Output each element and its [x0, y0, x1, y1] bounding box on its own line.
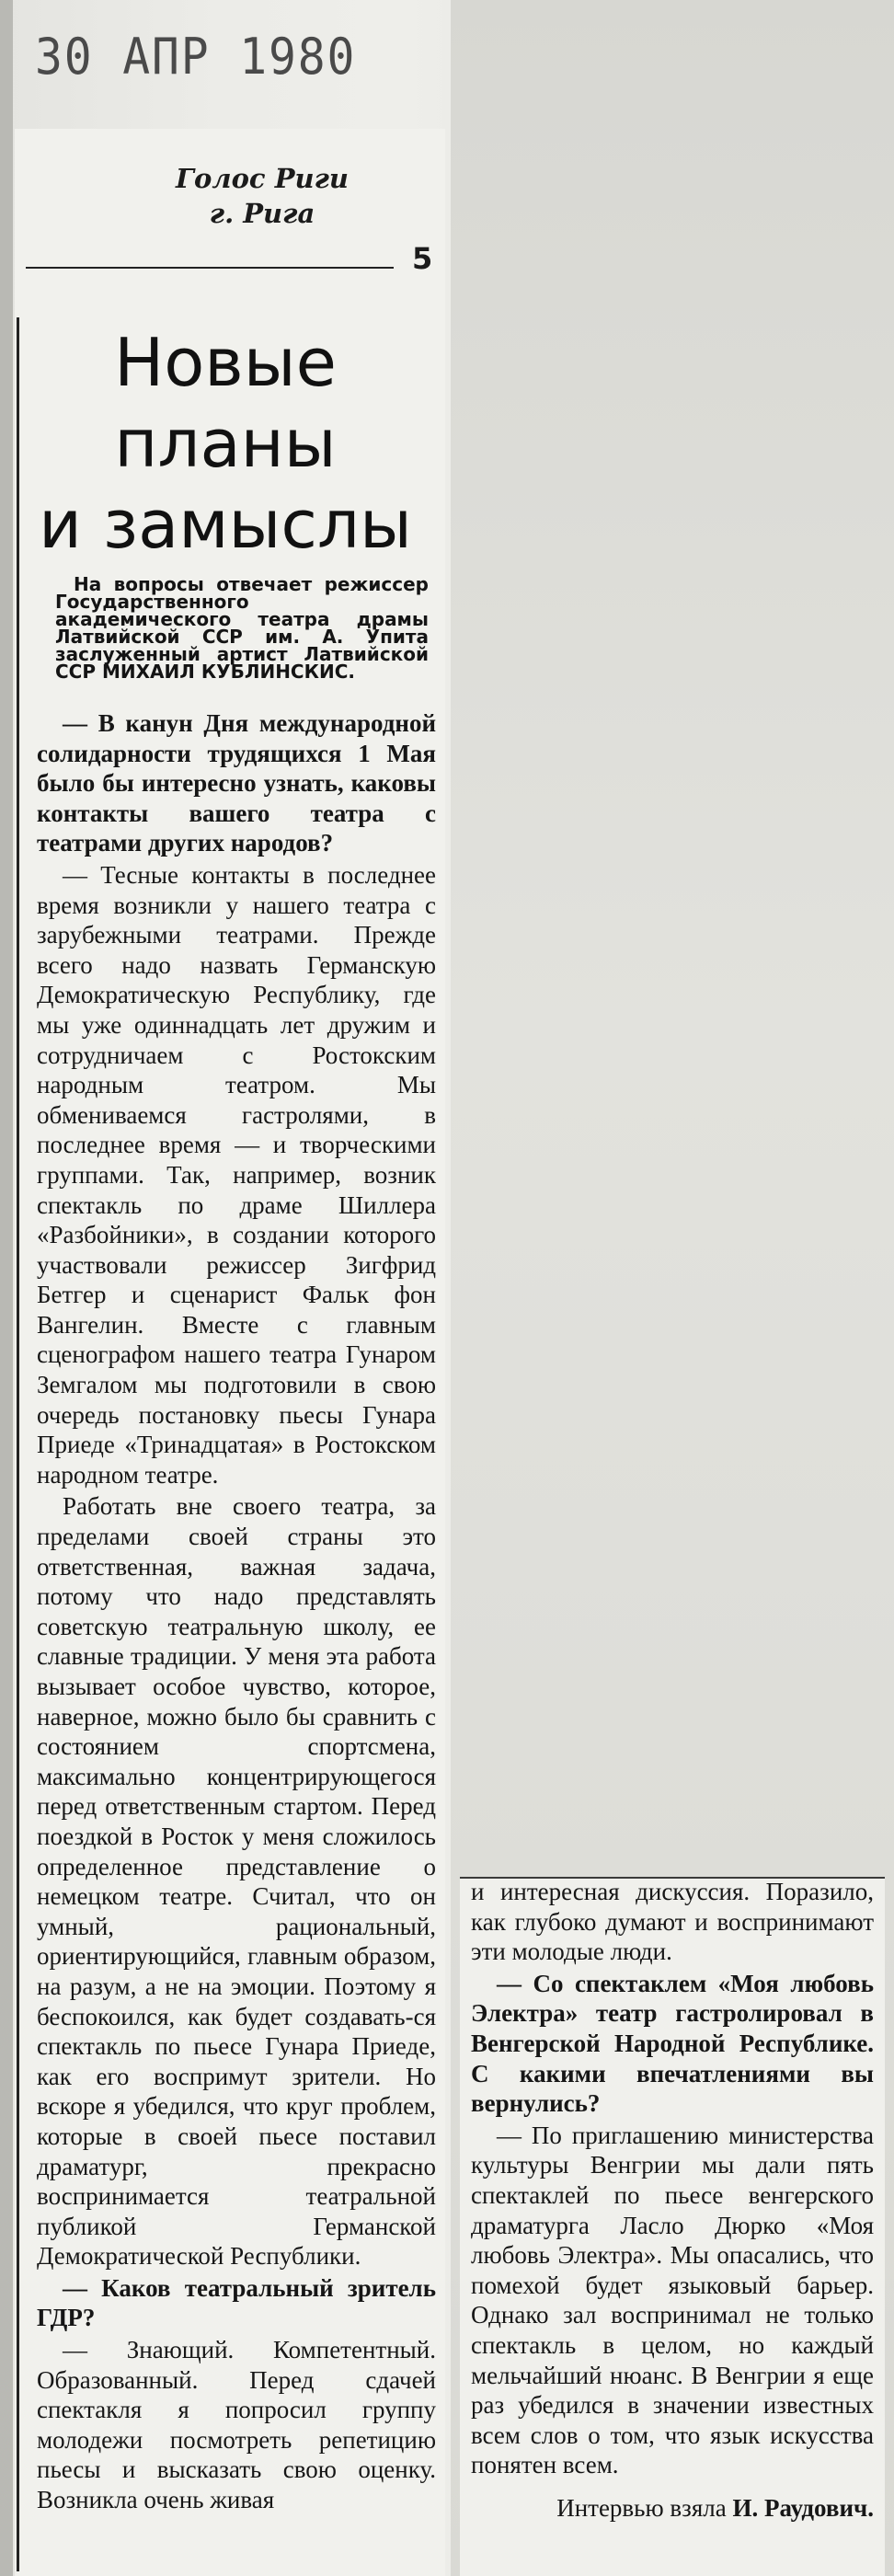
clipping-border-line [17, 317, 19, 2571]
headline-line: планы [114, 405, 337, 482]
interview-question: — В канун Дня международной солидарности трудящихся 1 Мая было бы интересно узнать, каковы контакты вашего театра с театрами других народов? [37, 709, 436, 857]
article-left-column [37, 708, 436, 2517]
interview-answer: — Тесные контакты в последнее время возникли у нашего театра с зарубежными театрами. Прежде всего надо назвать Германскую Демократическую Республику, где мы уже одиннадцать лет дружим и сотрудничаем с Ростокским народным театром. Мы обмениваемся гастролями, в последнее время — и творческими группами. Так, например, возник спектакль по драме Шиллера «Разбойники», в создании которого участвовали режиссер Зигфрид Бетгер и сценарист Фальк фон Вангелин. Вместе с главным сценографом нашего театра Гунаром Земгалом мы подготовили в свою очередь постановку пьесы Гунара Приеде «Тринадцатая» в Ростокском народном театре. [37, 860, 436, 1489]
masthead-rule [26, 267, 394, 269]
headline-line: Новые [114, 324, 337, 401]
newspaper-city: г. Рига [209, 198, 315, 229]
byline-prefix: Интервью взяла [556, 2493, 727, 2522]
newspaper-title: Голос Риги [176, 163, 349, 194]
interview-question: — Каков театральный зритель ГДР? [37, 2273, 436, 2332]
article-byline [471, 2493, 874, 2524]
interview-question: — Со спектаклем «Моя любовь Электра» театр гастролировал в Венгерской Народной Республике. С какими впечатлениями вы вернулись? [471, 1969, 874, 2118]
newspaper-masthead [138, 161, 386, 231]
headline-line: и замыслы [39, 486, 412, 563]
interview-answer: — По приглашению министерства культуры Венгрии мы дали пять спектаклей по пьесе венгерского драматурга Ласло Дюрко «Моя любовь Электра». Мы опасались, что помехой будет языковый барьер. Однако зал воспринимал не только спектакль в целом, но каждый мельчайший нюанс. В Венгрии я еще раз убедился в значении известных всем слов о том, что язык искусства понятен всем. [471, 2121, 874, 2479]
page-number: 5 [412, 241, 433, 276]
byline-author: И. Раудович. [732, 2493, 874, 2522]
interview-answer: и интересная дискуссия. Поразило, как глубоко думают и воспринимают эти молодые люди. [471, 1878, 874, 1966]
date-stamp: 30 АПР 1980 [35, 28, 357, 86]
article-headline [28, 322, 423, 565]
scan-edge [0, 0, 13, 2576]
interview-answer: Работать вне своего театра, за пределами своей страны это ответственная, важная задача, потому что надо представлять советскую театральную школу, ее славные традиции. У меня эта работа вызывает особое чувство, которое, наверное, можно было бы сравнить с состоянием спортсмена, максимально концентрирующегося перед ответственным стартом. Перед поездкой в Росток у меня сложилось определенное представление о немецком театре. Считал, что он умный, рациональный, ориентирующийся, главным образом, на разум, а не на эмоции. Поэтому я беспокоился, как будет создавать-ся спектакль по пьесе Гунара Приеде, как его воспримут зрители. Но вскоре я убедился, что круг проблем, которые в своей пьесе поставил драматург, прекрасно воспринимается театральной публикой Германской Демократической Республики. [37, 1492, 436, 2271]
article-lead: На вопросы отвечает режиссер Государственного академического театра драмы Латвийской ССР им. А. Упита заслуженный артист Латвийской ССР МИХАИЛ КУБЛИНСКИС. [55, 573, 429, 683]
article-right-column [471, 1877, 874, 2524]
interview-answer: — Знающий. Компетентный. Образованный. Перед сдачей спектакля я попросил группу молодежи посмотреть репетицию пьесы и высказать свою оценку. Возникла очень живая [37, 2336, 436, 2514]
